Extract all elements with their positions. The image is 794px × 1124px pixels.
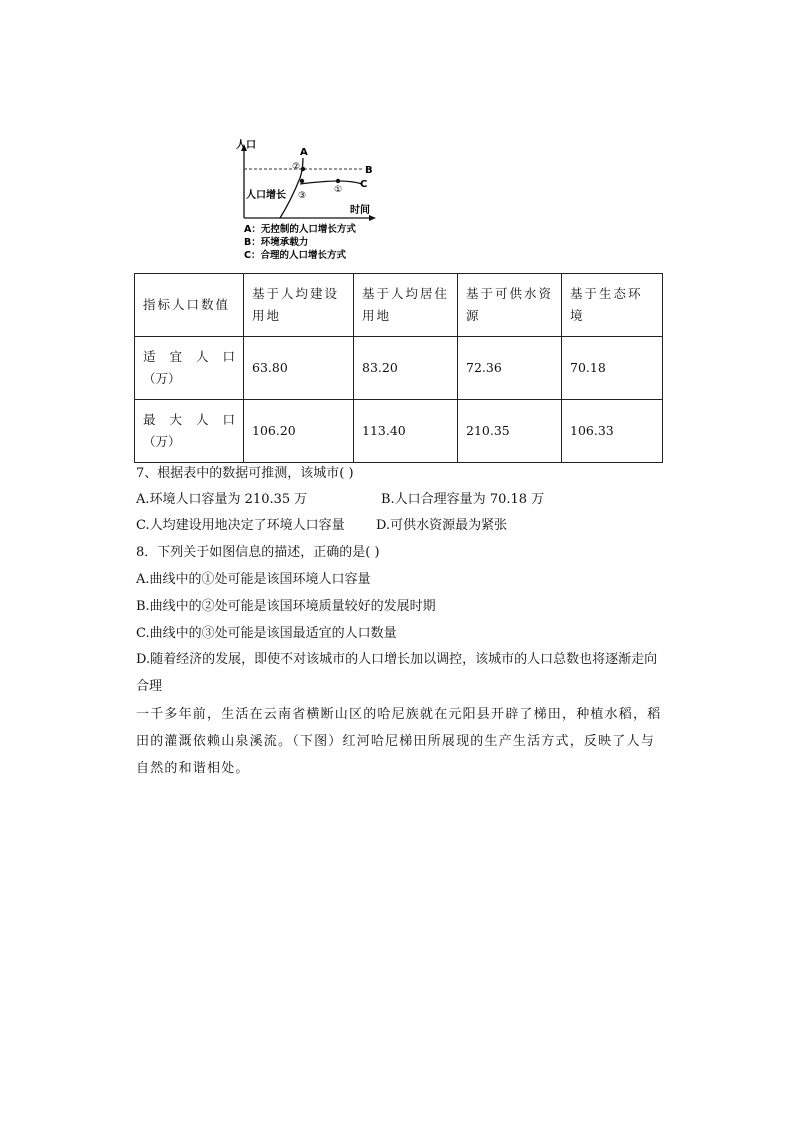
- row-label-cell: [135, 400, 244, 463]
- label-c: C: [360, 179, 368, 190]
- table-row: [135, 337, 663, 400]
- x-axis-label: 时间: [350, 205, 370, 216]
- legend-c: C：合理的人口增长方式: [244, 250, 346, 261]
- table-cell: 63.80: [244, 337, 354, 400]
- row-label: 最大人口: [143, 412, 235, 427]
- marker-1: ①: [334, 185, 343, 195]
- q8-stem: 8．下列关于如图信息的描述，正确的是( ): [136, 545, 380, 560]
- q7-stem: 7、根据表中的数据可推测，该城市( ): [136, 466, 354, 481]
- table-cell: 106.33: [562, 400, 663, 463]
- point-3: [300, 179, 304, 183]
- table-header-cell: 基于人均居住用地: [354, 274, 458, 337]
- legend-b: B：环境承载力: [244, 237, 309, 248]
- q7-option-a: A.环境人口容量为 210.35 万: [136, 492, 308, 507]
- table-cell: 70.18: [562, 337, 663, 400]
- x-axis-arrow: [369, 215, 376, 221]
- marker-2: ②: [292, 162, 301, 172]
- point-2: [301, 167, 305, 171]
- curve-c: [300, 181, 362, 184]
- label-a: A: [300, 147, 308, 158]
- table-cell: 113.40: [354, 400, 458, 463]
- q7-option-b: B.人口合理容量为 70.18 万: [381, 492, 545, 507]
- population-table: [134, 273, 663, 463]
- y-axis-label: 人口: [236, 140, 256, 151]
- q8-option-b: B.曲线中的②处可能是该国环境质量较好的发展时期: [136, 599, 436, 614]
- table-header-cell: 基于生态环境: [562, 274, 663, 337]
- passage: 一千多年前，生活在云南省横断山区的哈尼族就在元阳县开辟了梯田，种植水稻，稻田的灌溉依赖山泉溪流。（下图）红河哈尼梯田所展现的生产生活方式，反映了人与自然的和谐相处。: [136, 707, 662, 776]
- table-cell: 72.36: [458, 337, 562, 400]
- row-unit: （万）: [143, 434, 181, 449]
- point-1: [336, 179, 340, 183]
- q8-option-c: C.曲线中的③处可能是该国最适宜的人口数量: [136, 626, 397, 641]
- row-unit: （万）: [143, 371, 181, 386]
- q8-option-a: A.曲线中的①处可能是该国环境人口容量: [136, 572, 371, 587]
- population-growth-figure: [232, 136, 392, 266]
- table-header-row: [135, 274, 663, 337]
- row-label: 适宜人口: [143, 349, 235, 364]
- marker-3: ③: [298, 191, 307, 201]
- q7-option-c: C.人均建设用地决定了环境人口容量: [136, 518, 345, 533]
- table-header-cell: 基于人均建设用地: [244, 274, 354, 337]
- table-cell: 106.20: [244, 400, 354, 463]
- table-header-cell: 指标人口数值: [135, 274, 244, 337]
- table-cell: 210.35: [458, 400, 562, 463]
- population-growth-diagram: [232, 136, 392, 266]
- table-cell: 83.20: [354, 337, 458, 400]
- label-b: B: [365, 165, 373, 176]
- row-label-cell: [135, 337, 244, 400]
- q7-option-d: D.可供水资源最为紧张: [376, 518, 508, 533]
- q8-option-d: D.随着经济的发展，即使不对该城市的人口增长加以调控，该城市的人口总数也将逐渐走向合理: [136, 652, 658, 694]
- legend-a: A：无控制的人口增长方式: [244, 224, 356, 235]
- curve-label: 人口增长: [246, 190, 286, 201]
- table-row: [135, 400, 663, 463]
- table-header-cell: 基于可供水资源: [458, 274, 562, 337]
